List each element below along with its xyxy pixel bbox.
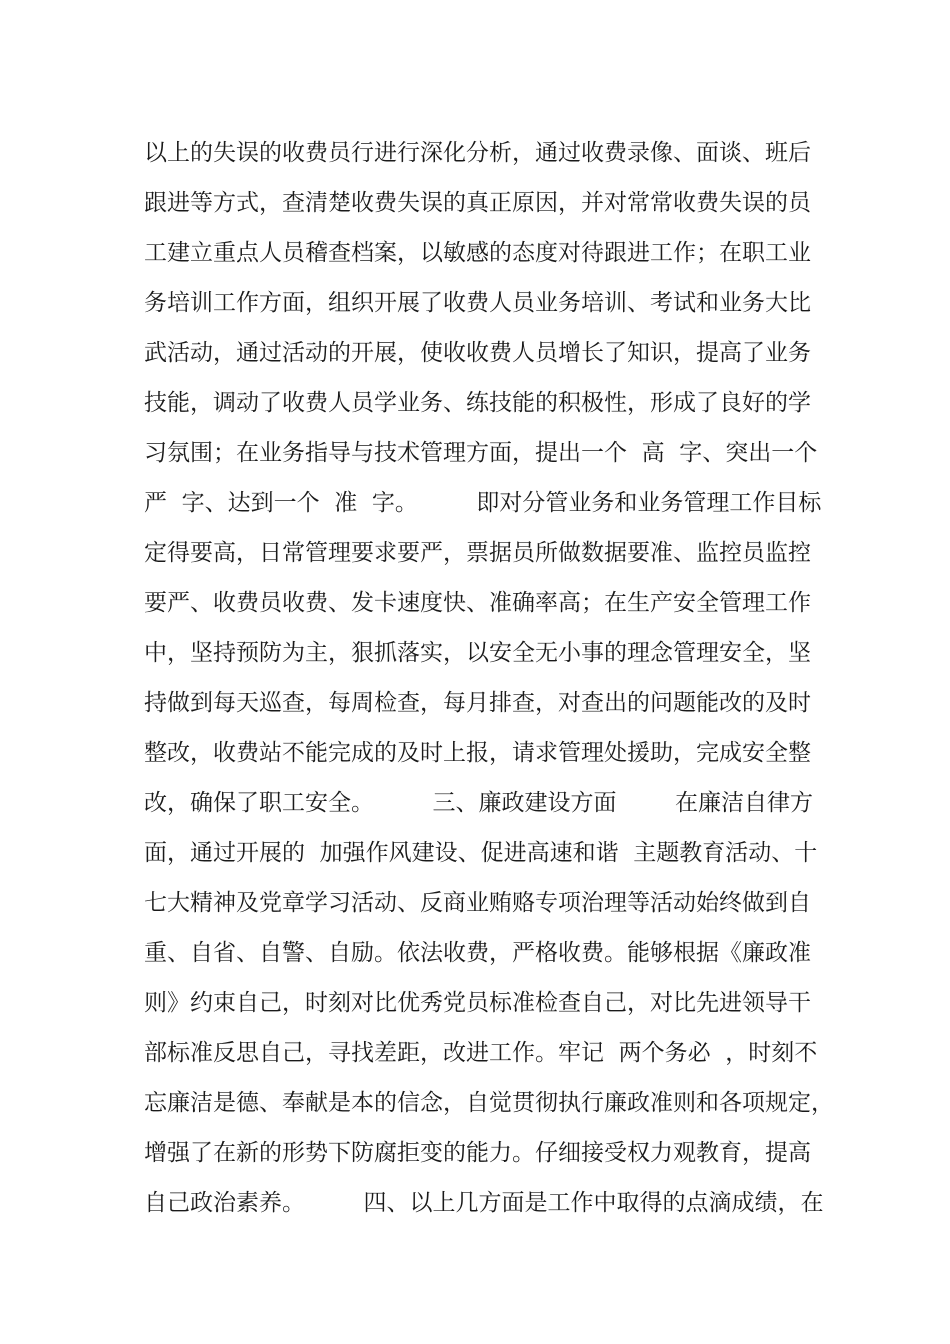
text-line-15: 面，通过开展的 加强作风建设、促进高速和谐 主题教育活动、十 <box>144 840 818 866</box>
text-line-13: 整改，收费站不能完成的及时上报，请求管理处援助，完成安全整 <box>144 740 811 766</box>
text-line-21: 增强了在新的形势下防腐拒变的能力。仔细接受权力观教育，提高 <box>144 1140 811 1166</box>
text-line-19: 部标准反思自己，寻找差距，改进工作。牢记 两个务必 ，时刻不 <box>144 1040 818 1066</box>
text-line-16: 七大精神及党章学习活动、反商业贿赂专项治理等活动始终做到自 <box>144 890 811 916</box>
text-line-10: 要严、收费员收费、发卡速度快、准确率高；在生产安全管理工作 <box>144 590 811 616</box>
text-line-18: 则》约束自己，时刻对比优秀党员标准检查自己，对比先进领导干 <box>144 990 811 1016</box>
text-line-4: 务培训工作方面，组织开展了收费人员业务培训、考试和业务大比 <box>144 290 811 316</box>
text-line-22: 自己政治素养。 四、以上几方面是工作中取得的点滴成绩，在 <box>144 1190 824 1216</box>
text-line-2: 跟进等方式，查清楚收费失误的真正原因，并对常常收费失误的员 <box>144 190 811 216</box>
text-line-6: 技能，调动了收费人员学业务、练技能的积极性，形成了良好的学 <box>144 390 811 416</box>
text-line-11: 中，坚持预防为主，狠抓落实，以安全无小事的理念管理安全，坚 <box>144 640 811 666</box>
text-line-1: 以上的失误的收费员行进行深化分析，通过收费录像、面谈、班后 <box>144 140 811 166</box>
text-line-9: 定得要高，日常管理要求要严，票据员所做数据要准、监控员监控 <box>144 540 811 566</box>
text-line-20: 忘廉洁是德、奉献是本的信念，自觉贯彻执行廉政准则和各项规定， <box>144 1090 834 1116</box>
text-line-14: 改，确保了职工安全。 三、廉政建设方面 在廉洁自律方 <box>144 790 813 816</box>
text-line-8: 严 字、达到一个 准 字。 即对分管业务和业务管理工作目标 <box>144 490 822 516</box>
body-text <box>144 128 834 1228</box>
text-line-7: 习氛围；在业务指导与技术管理方面，提出一个 高 字、突出一个 <box>144 440 818 466</box>
text-line-12: 持做到每天巡查，每周检查，每月排查，对查出的问题能改的及时 <box>144 690 811 716</box>
text-line-5: 武活动，通过活动的开展，使收收费人员增长了知识，提高了业务 <box>144 340 811 366</box>
text-line-17: 重、自省、自警、自励。依法收费，严格收费。能够根据《廉政准 <box>144 940 811 966</box>
text-line-3: 工建立重点人员稽查档案，以敏感的态度对待跟进工作；在职工业 <box>144 240 811 266</box>
